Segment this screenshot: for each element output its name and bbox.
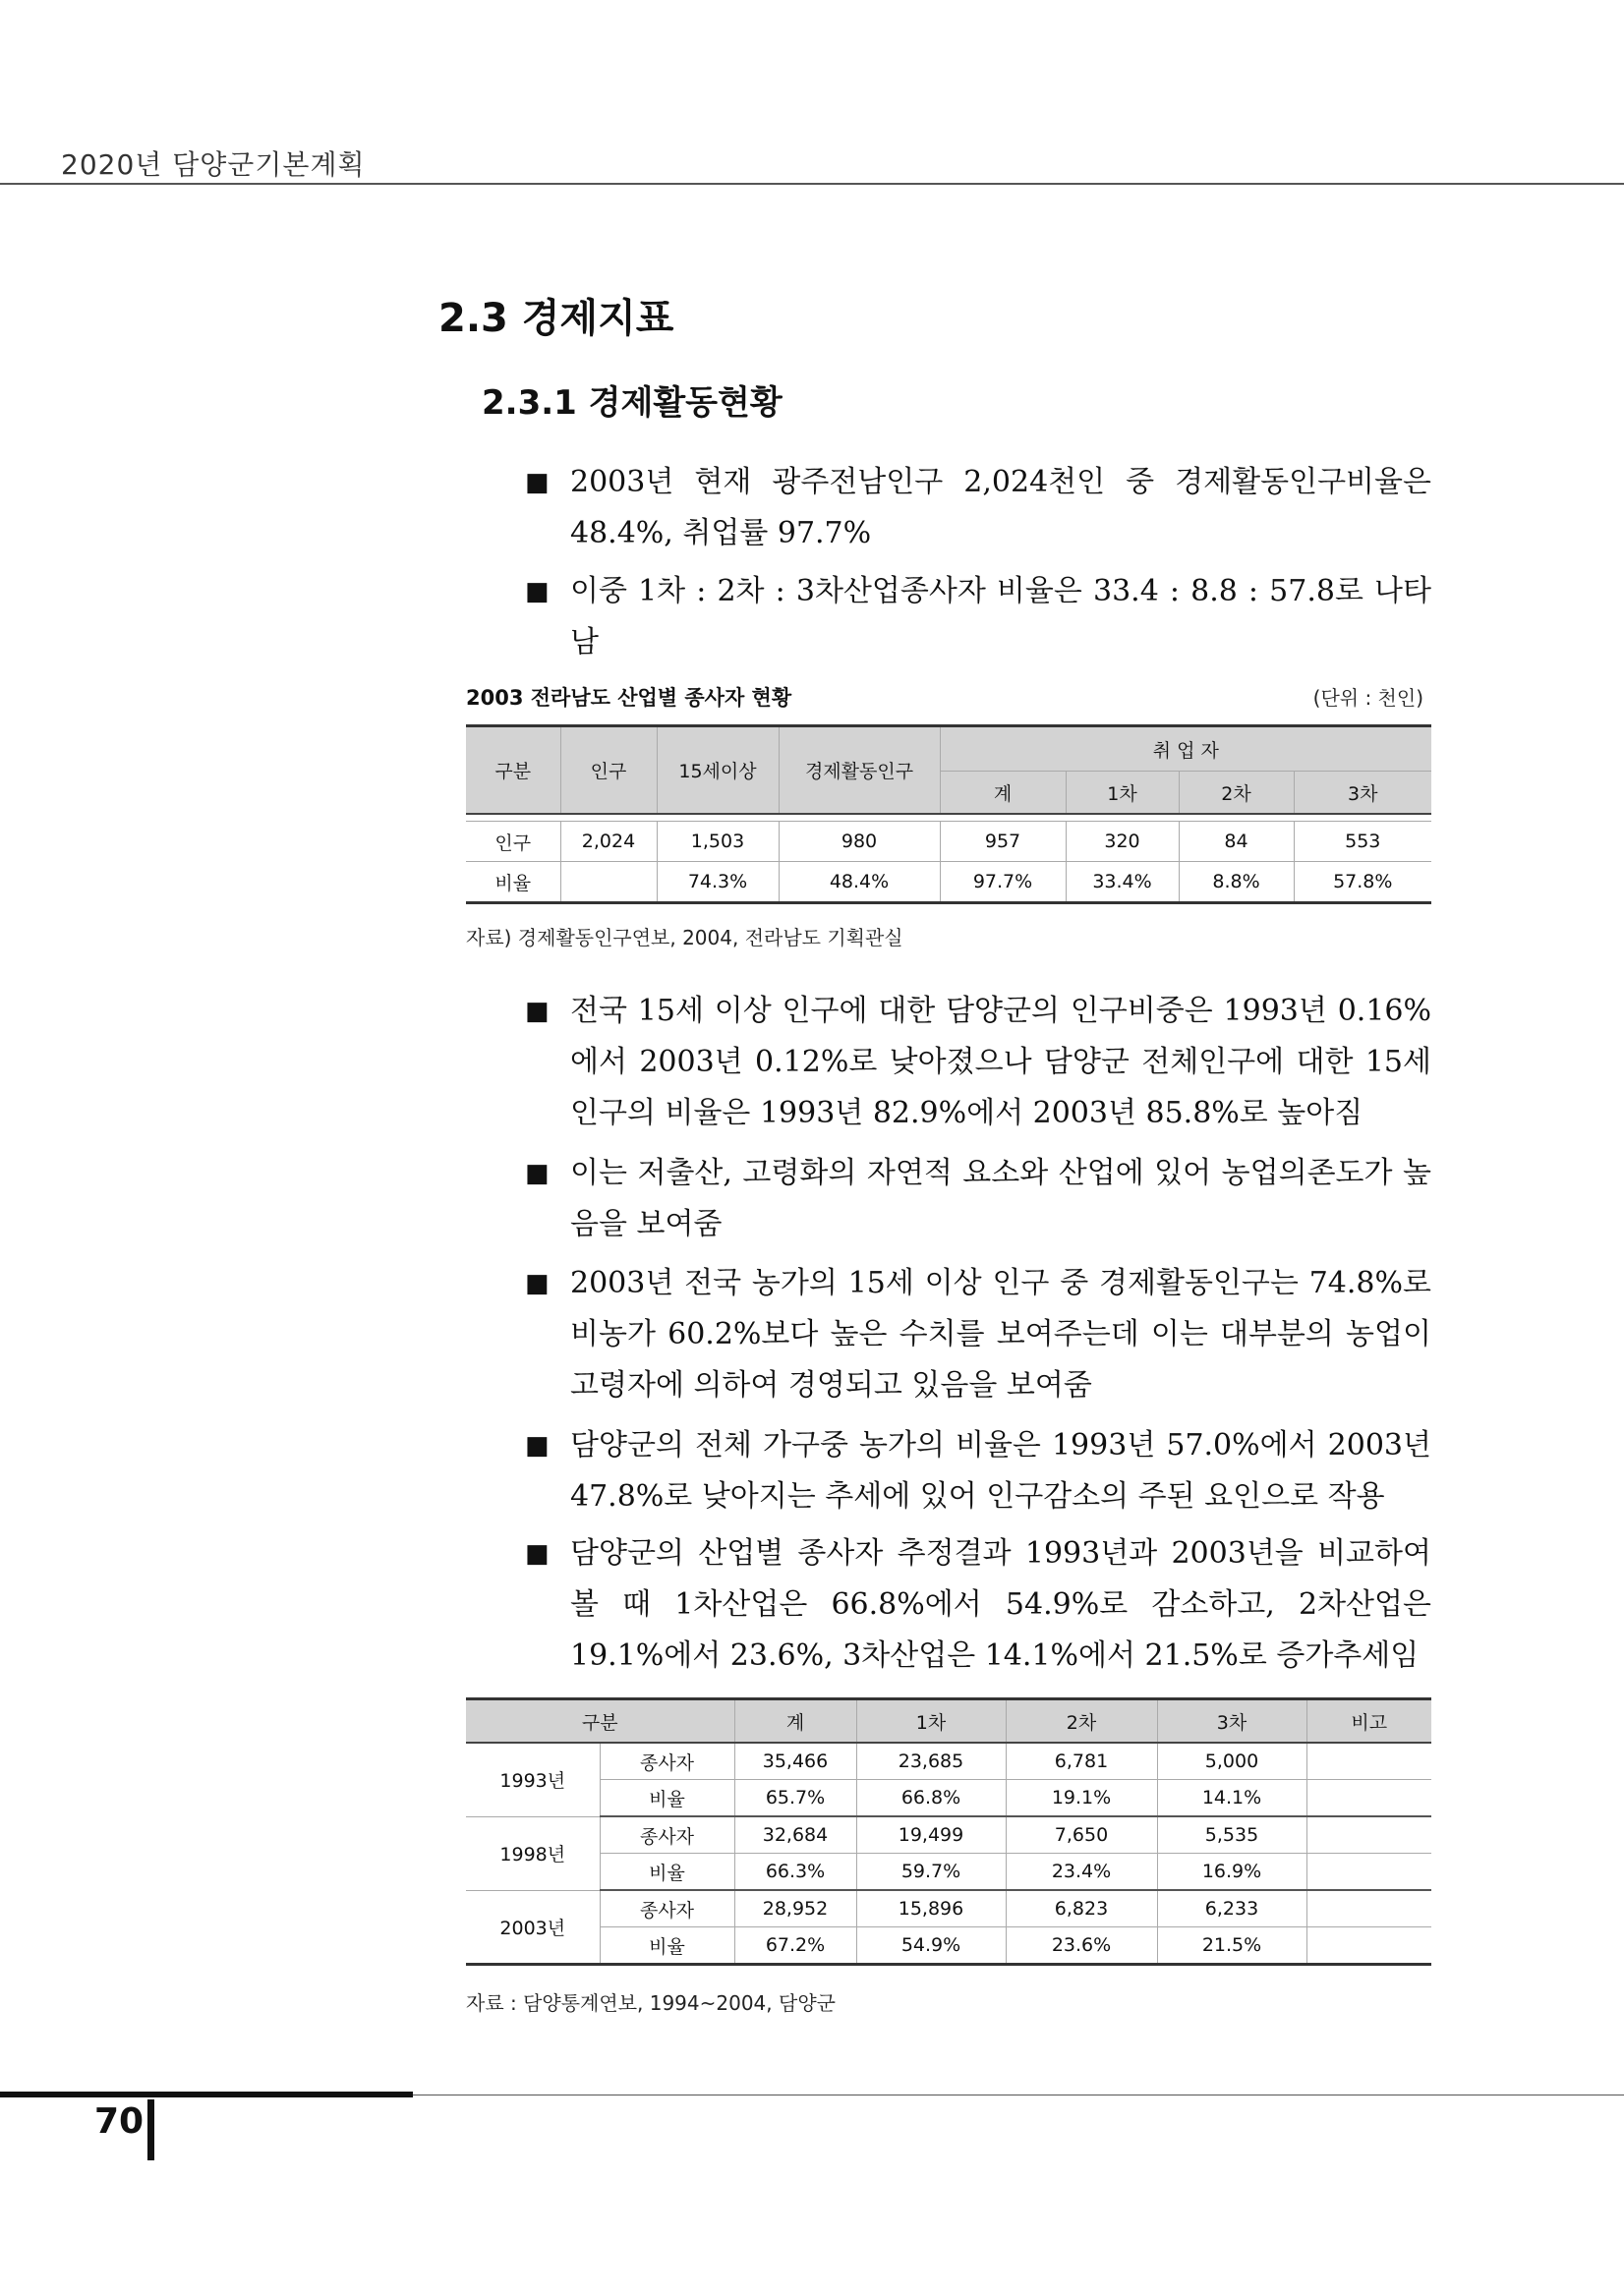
table-header-cell: 취 업 자 (940, 726, 1431, 772)
page-number: 70 (94, 2101, 145, 2142)
table-header-cell: 1차 (1066, 772, 1179, 815)
table-cell (1306, 1890, 1431, 1927)
table-header-cell: 경제활동인구 (779, 726, 940, 815)
table-cell: 종사자 (600, 1743, 734, 1780)
bullet-marker: ■ (525, 1539, 550, 1569)
table-cell: 5,535 (1157, 1816, 1306, 1854)
bullet-marker: ■ (525, 1269, 550, 1298)
table-row (466, 1816, 1431, 1854)
table-cell: 65.7% (734, 1780, 856, 1817)
table-cell: 6,781 (1006, 1743, 1157, 1780)
section-title: 2.3 경제지표 (438, 296, 674, 341)
page-number-bar (147, 2099, 154, 2160)
table-cell: 21.5% (1157, 1927, 1306, 1965)
table-cell (560, 862, 657, 903)
bullet-item (525, 1148, 1431, 1250)
bullet-item (525, 986, 1431, 1139)
table-row (466, 822, 1431, 862)
table-separator (466, 814, 1431, 822)
table-cell: 67.2% (734, 1927, 856, 1965)
table-cell: 48.4% (779, 862, 940, 903)
bullet-marker: ■ (525, 997, 550, 1026)
table-row (466, 1743, 1431, 1780)
table-cell: 84 (1179, 822, 1294, 862)
table-cell: 59.7% (856, 1854, 1006, 1891)
table-cell: 19.1% (1006, 1780, 1157, 1817)
table-cell: 비율 (600, 1780, 734, 1817)
table-cell: 14.1% (1157, 1780, 1306, 1817)
table-cell: 980 (779, 822, 940, 862)
table-header-cell: 구분 (466, 1699, 734, 1744)
year-cell: 2003년 (466, 1890, 600, 1965)
table-title: 2003 전라남도 산업별 종사자 현황 (466, 686, 792, 710)
table-unit: (단위 : 천인) (1312, 686, 1423, 710)
table-cell: 16.9% (1157, 1854, 1306, 1891)
table-row (466, 862, 1431, 903)
table-row (466, 1927, 1431, 1965)
running-header: 2020년 담양군기본계획 (61, 148, 366, 181)
table-cell (1306, 1780, 1431, 1817)
footer-bar (0, 2092, 413, 2097)
bullet-item (525, 566, 1431, 668)
table-cell: 66.8% (856, 1780, 1006, 1817)
table-row (466, 1780, 1431, 1817)
table-cell: 비율 (466, 862, 560, 903)
bullet-text: 2003년 전국 농가의 15세 이상 인구 중 경제활동인구는 74.8%로 비농가 60.2%보다 높은 수치를 보여주는데 이는 대부분의 농업이 고령자에 의하여 경영되고 있음을 보여줌 (570, 1266, 1431, 1403)
table-cell: 19,499 (856, 1816, 1006, 1854)
bullet-text: 전국 15세 이상 인구에 대한 담양군의 인구비중은 1993년 0.16%에서 2003년 0.12%로 낮아졌으나 담양군 전체인구에 대한 15세 인구의 비율은 1993년 82.9%에서 2003년 85.8%로 높아짐 (570, 994, 1431, 1130)
table-row (466, 1854, 1431, 1891)
table-header-cell: 인구 (560, 726, 657, 815)
table-header-cell: 2차 (1006, 1699, 1157, 1744)
bullet-marker: ■ (525, 468, 550, 497)
table-cell: 종사자 (600, 1890, 734, 1927)
bullet-item (525, 1528, 1431, 1682)
table-cell: 6,233 (1157, 1890, 1306, 1927)
table-cell: 23,685 (856, 1743, 1006, 1780)
table-row (466, 1890, 1431, 1927)
bullet-item (525, 1420, 1431, 1522)
year-cell: 1993년 (466, 1743, 600, 1816)
table-cell: 비율 (600, 1927, 734, 1965)
table-header-cell: 비고 (1306, 1699, 1431, 1744)
table-cell: 15,896 (856, 1890, 1006, 1927)
bullet-marker: ■ (525, 577, 550, 606)
table-cell: 66.3% (734, 1854, 856, 1891)
subsection-title: 2.3.1 경제활동현황 (482, 383, 783, 423)
table-cell: 23.4% (1006, 1854, 1157, 1891)
table-cell: 320 (1066, 822, 1179, 862)
table-header-cell: 3차 (1294, 772, 1431, 815)
table-cell (1306, 1816, 1431, 1854)
table-cell: 비율 (600, 1854, 734, 1891)
bullet-text: 이중 1차 : 2차 : 3차산업종사자 비율은 33.4 : 8.8 : 57.8로 나타남 (570, 574, 1431, 660)
table-cell (1306, 1854, 1431, 1891)
table-cell: 97.7% (940, 862, 1066, 903)
bullet-text: 담양군의 전체 가구중 농가의 비율은 1993년 57.0%에서 2003년 47.8%로 낮아지는 추세에 있어 인구감소의 주된 요인으로 작용 (570, 1428, 1431, 1514)
table-cell (1306, 1927, 1431, 1965)
bullet-text: 이는 저출산, 고령화의 자연적 요소와 산업에 있어 농업의존도가 높음을 보여줌 (570, 1156, 1431, 1241)
table-cell: 5,000 (1157, 1743, 1306, 1780)
table-cell: 35,466 (734, 1743, 856, 1780)
bullet-item (525, 457, 1431, 559)
table-cell: 957 (940, 822, 1066, 862)
table-header-cell: 3차 (1157, 1699, 1306, 1744)
table-source: 자료) 경제활동인구연보, 2004, 전라남도 기획관실 (466, 926, 903, 949)
table-cell: 74.3% (657, 862, 779, 903)
table-cell: 종사자 (600, 1816, 734, 1854)
bullet-text: 2003년 현재 광주전남인구 2,024천인 중 경제활동인구비율은 48.4%, 취업률 97.7% (570, 465, 1431, 550)
table-cell: 8.8% (1179, 862, 1294, 903)
table-header-cell: 15세이상 (657, 726, 779, 815)
year-cell: 1998년 (466, 1816, 600, 1890)
table-cell: 6,823 (1006, 1890, 1157, 1927)
table-cell: 553 (1294, 822, 1431, 862)
bullet-marker: ■ (525, 1159, 550, 1188)
table-cell: 28,952 (734, 1890, 856, 1927)
bullet-marker: ■ (525, 1431, 550, 1461)
bullet-item (525, 1258, 1431, 1411)
table-source: 자료 : 담양통계연보, 1994~2004, 담양군 (466, 1991, 836, 2015)
table-header-cell: 구분 (466, 726, 560, 815)
table-header-cell: 2차 (1179, 772, 1294, 815)
employment-table-2003 (466, 724, 1431, 904)
table-cell: 32,684 (734, 1816, 856, 1854)
table-cell: 54.9% (856, 1927, 1006, 1965)
table-header-cell: 계 (940, 772, 1066, 815)
employment-trend-table (466, 1697, 1431, 1966)
table-cell: 57.8% (1294, 862, 1431, 903)
table-cell: 23.6% (1006, 1927, 1157, 1965)
bullet-text: 담양군의 산업별 종사자 추정결과 1993년과 2003년을 비교하여 볼 때 1차산업은 66.8%에서 54.9%로 감소하고, 2차산업은 19.1%에서 23.6%, 3차산업은 14.1%에서 21.5%로 증가추세임 (570, 1536, 1431, 1673)
table-cell (1306, 1743, 1431, 1780)
table-header-cell: 계 (734, 1699, 856, 1744)
table-cell: 인구 (466, 822, 560, 862)
table-cell: 2,024 (560, 822, 657, 862)
header-rule (0, 183, 1624, 185)
table-cell: 7,650 (1006, 1816, 1157, 1854)
table-cell: 1,503 (657, 822, 779, 862)
table-header-cell: 1차 (856, 1699, 1006, 1744)
table-cell: 33.4% (1066, 862, 1179, 903)
